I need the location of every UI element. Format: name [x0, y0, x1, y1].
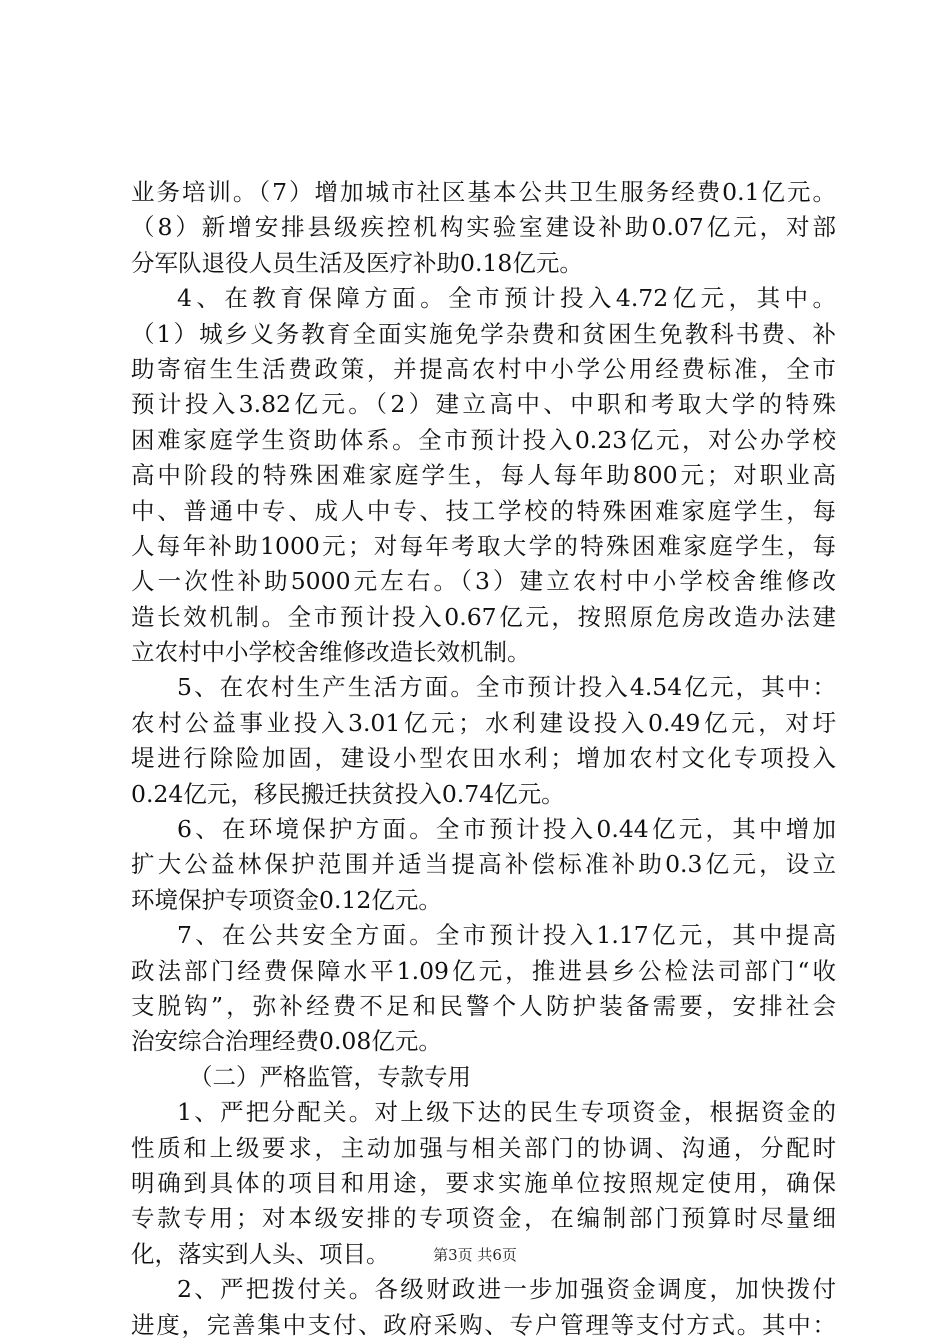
- text-line: 5、在农村生产生活方面。全市预计投入4.54亿元，其中：: [177, 673, 836, 702]
- text-line: 专款专用；对本级安排的专项资金，在编制部门预算时尽量细: [131, 1204, 836, 1233]
- text-line: 化，落实到人头、项目。: [131, 1239, 390, 1268]
- text-line: 分军队退役人员生活及医疗补助0.18亿元。: [131, 248, 583, 277]
- text-line: 支脱钩”，弥补经费不足和民警个人防护装备需要，安排社会: [131, 991, 836, 1020]
- text-line: 治安综合治理经费0.08亿元。: [131, 1027, 442, 1056]
- text-line: 扩大公益林保护范围并适当提高补偿标准补助0.3亿元，设立: [131, 850, 836, 879]
- text-line: 1、严把分配关。对上级下达的民生专项资金，根据资金的: [177, 1098, 836, 1127]
- text-line: （1）城乡义务教育全面实施免学杂费和贫困生免教科书费、补: [131, 319, 836, 348]
- text-line: 7、在公共安全方面。全市预计投入1.17亿元，其中提高: [177, 921, 836, 950]
- text-line: 人一次性补助5000元左右。（3）建立农村中小学校舍维修改: [131, 567, 836, 596]
- text-line: 助寄宿生生活费政策，并提高农村中小学公用经费标准，全市: [131, 354, 836, 383]
- text-line: 人每年补助1000元；对每年考取大学的特殊困难家庭学生，每: [131, 531, 836, 560]
- text-line: 困难家庭学生资助体系。全市预计投入0.23亿元，对公办学校: [131, 425, 836, 454]
- text-line: 预计投入3.82亿元。（2）建立高中、中职和考取大学的特殊: [131, 390, 836, 419]
- text-line: 明确到具体的项目和用途，要求实施单位按照规定使用，确保: [131, 1168, 836, 1197]
- text-line: 农村公益事业投入3.01亿元；水利建设投入0.49亿元，对圩: [131, 708, 836, 737]
- section-heading: （二）严格监管，专款专用: [189, 1062, 471, 1091]
- text-line: 4、在教育保障方面。全市预计投入4.72亿元，其中。: [177, 284, 836, 313]
- text-line: 进度，完善集中支付、政府采购、专户管理等支付方式。其中：: [131, 1310, 836, 1339]
- text-line: 造长效机制。全市预计投入0.67亿元，按照原危房改造办法建: [131, 602, 836, 631]
- page-number-footer: 第3页 共6页: [433, 1246, 517, 1264]
- text-line: 2、严把拨付关。各级财政进一步加强资金调度，加快拨付: [177, 1275, 836, 1304]
- text-line: 业务培训。（7）增加城市社区基本公共卫生服务经费0.1亿元。: [131, 178, 836, 206]
- text-line: （8）新增安排县级疾控机构实验室建设补助0.07亿元，对部: [131, 213, 836, 242]
- text-line: 堤进行除险加固，建设小型农田水利；增加农村文化专项投入: [131, 744, 836, 773]
- text-line: 0.24亿元，移民搬迁扶贫投入0.74亿元。: [131, 779, 565, 808]
- document-body: [131, 175, 836, 1343]
- text-line: 中、普通中专、成人中专、技工学校的特殊困难家庭学生，每: [131, 496, 836, 525]
- text-line: 性质和上级要求，主动加强与相关部门的协调、沟通，分配时: [131, 1133, 836, 1162]
- text-line: 环境保护专项资金0.12亿元。: [131, 885, 442, 914]
- text-line: 高中阶段的特殊困难家庭学生，每人每年助800元；对职业高: [131, 461, 836, 490]
- text-line: 6、在环境保护方面。全市预计投入0.44亿元，其中增加: [177, 815, 836, 844]
- text-line: 立农村中小学校舍维修改造长效机制。: [131, 638, 531, 667]
- text-line: 政法部门经费保障水平1.09亿元，推进县乡公检法司部门“收: [131, 956, 836, 985]
